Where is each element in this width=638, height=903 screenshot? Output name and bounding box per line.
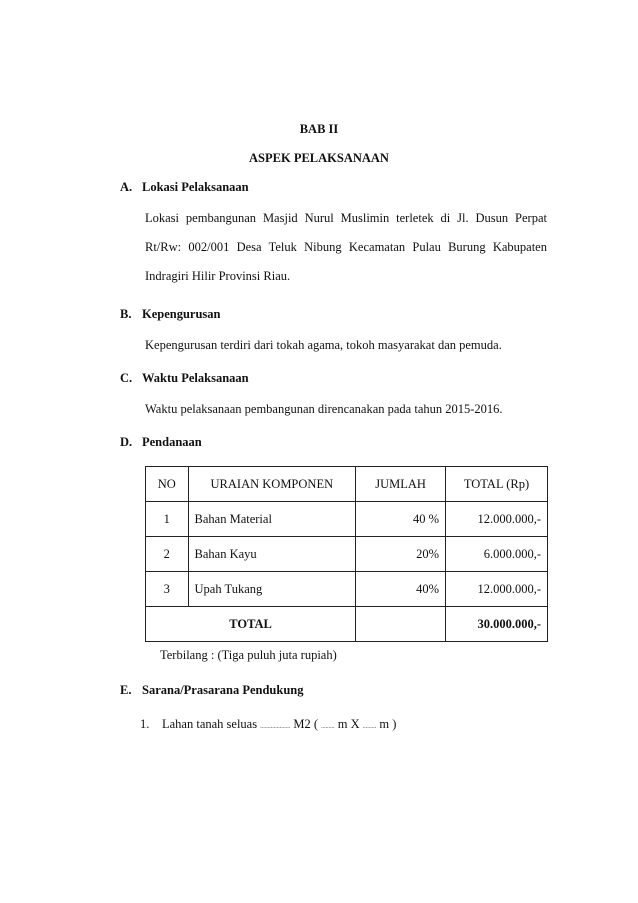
row-no: 3 [146,572,189,607]
section-a-heading [120,180,249,195]
section-e-letter: E. [120,683,132,697]
row-jumlah: 20% [356,537,446,572]
row-total: 6.000.000,- [446,537,548,572]
section-b-title: Kepengurusan [142,307,221,321]
dots-area: .................... [260,724,291,730]
row-uraian: Bahan Kayu [188,537,356,572]
section-a-line-1: Lokasi pembangunan Masjid Nurul Muslimin terletek di Jl. Dusun Perpat [145,211,547,225]
row-jumlah: 40 % [356,502,446,537]
header-no: NO [146,467,189,502]
row-uraian: Upah Tukang [188,572,356,607]
funding-table [145,466,548,642]
table-row [146,537,548,572]
section-b-heading [120,307,221,322]
section-e-title: Sarana/Prasarana Pendukung [142,683,304,697]
row-jumlah: 40% [356,572,446,607]
item-number: 1. [140,717,150,731]
section-a-line-2: Rt/Rw: 002/001 Desa Teluk Nibung Kecamatan Pulau Burung Kabupaten [145,240,547,254]
total-label: TOTAL [146,607,356,642]
header-total: TOTAL (Rp) [446,467,548,502]
section-e-item-1 [140,717,396,732]
total-value: 30.000.000,- [446,607,548,642]
section-b-text: Kepengurusan terdiri dari tokah agama, tokoh masyarakat dan pemuda. [145,338,502,352]
section-a-line-3: Indragiri Hilir Provinsi Riau. [145,269,291,283]
section-c-heading [120,371,249,386]
row-uraian: Bahan Material [188,502,356,537]
section-c-text: Waktu pelaksanaan pembangunan direncanakan pada tahun 2015-2016. [145,402,503,416]
terbilang-text: Terbilang : (Tiga puluh juta rupiah) [160,648,337,662]
row-total: 12.000.000,- [446,502,548,537]
section-d-heading [120,435,202,450]
table-row [146,572,548,607]
table-header-row [146,467,548,502]
table-row [146,502,548,537]
dots-length: ......... [321,724,335,730]
header-uraian: URAIAN KOMPONEN [188,467,356,502]
chapter-title: BAB II [299,122,339,136]
item-prefix: Lahan tanah seluas [162,717,258,731]
section-d-title: Pendanaan [142,435,202,449]
table-total-row [146,607,548,642]
section-a-letter: A. [120,180,133,194]
section-c-title: Waktu Pelaksanaan [142,371,249,385]
header-jumlah: JUMLAH [356,467,446,502]
chapter-heading: ASPEK PELAKSANAAN [249,151,389,165]
dots-width: ......... [362,724,377,730]
section-b-letter: B. [120,307,132,321]
section-a-title: Lokasi Pelaksanaan [142,180,249,194]
section-c-letter: C. [120,371,133,385]
row-no: 2 [146,537,189,572]
section-e-heading [120,683,304,698]
section-d-letter: D. [120,435,133,449]
unit-m2: M2 ( [293,717,319,731]
total-jumlah-empty [356,607,446,642]
row-total: 12.000.000,- [446,572,548,607]
unit-m: m ) [379,717,397,731]
unit-mx: m X [337,717,360,731]
row-no: 1 [146,502,189,537]
